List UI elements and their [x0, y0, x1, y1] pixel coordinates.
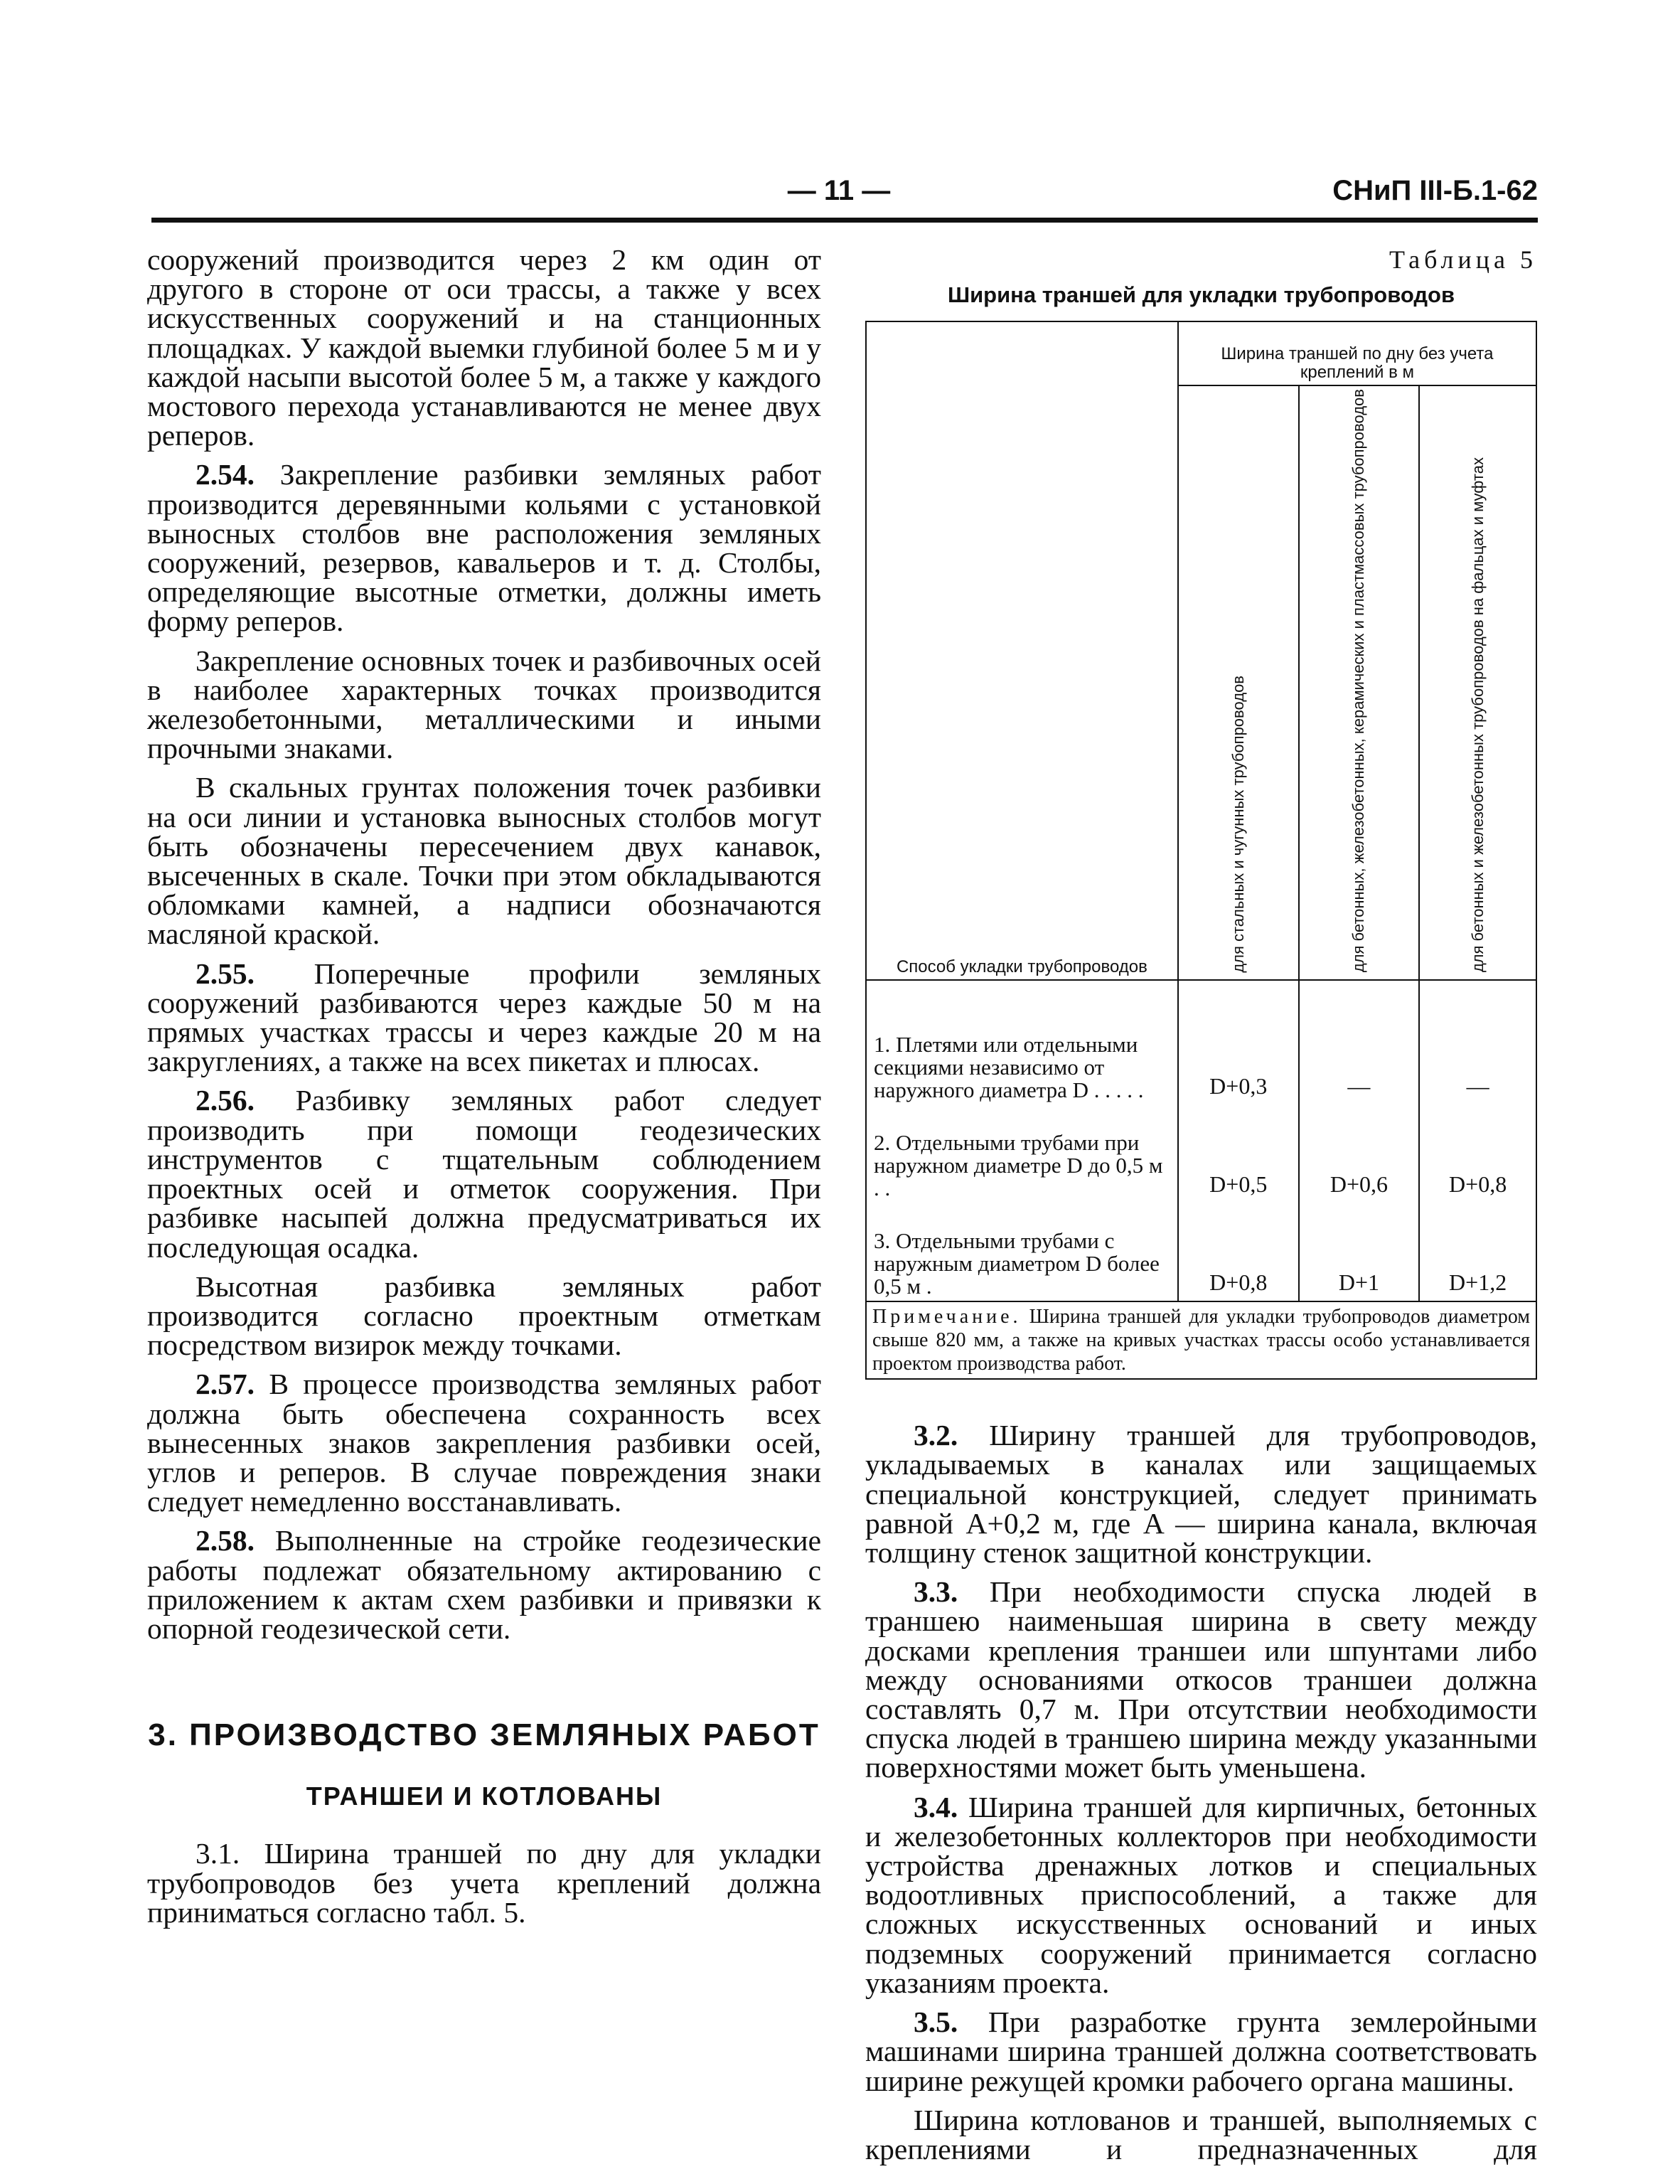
- document-code: СНиП III-Б.1-62: [1332, 175, 1538, 206]
- clause-number: 3.1.: [196, 1837, 240, 1870]
- clause-number: 2.54.: [196, 458, 255, 491]
- table-title: Ширина траншей для укладки трубопроводов: [947, 282, 1455, 307]
- note-text: Ширина траншей для укладки трубопроводов диаметром свыше 820 мм, а также на кривых участках трассы особо устанавливается проектом производства работ.: [872, 1306, 1531, 1375]
- table-row: [866, 980, 1536, 1104]
- paragraph-2-56: [147, 1086, 821, 1262]
- paragraph-3-3: [865, 1577, 1537, 1782]
- clause-number: 3.2.: [914, 1419, 958, 1452]
- clause-number: 2.57.: [196, 1368, 255, 1401]
- table-cell: —: [1419, 980, 1536, 1104]
- paragraph: Высотная разбивка земляных работ производится согласно проектным отметкам посредством визирок между точками.: [147, 1269, 821, 1362]
- column-header-method: Способ укладки трубопроводов: [866, 321, 1178, 980]
- column-header-text: для бетонных и железобетонных трубопроводов на фальцах и муфтах: [1468, 457, 1487, 973]
- table-label: Таблица 5: [1389, 245, 1537, 274]
- note-label: Примечание.: [872, 1306, 1022, 1328]
- table-cell-method: 3. Отдельными трубами с наружным диаметром D более 0,5 м .: [866, 1203, 1178, 1301]
- table-cell: D+0,6: [1299, 1104, 1420, 1203]
- paragraph: Закрепление основных точек и разбивочных осей в наиболее характерных точках производится железобетонными, металлическими и иными прочными знаками.: [147, 644, 821, 765]
- paragraph-text: Ширина траншей для кирпичных, бетонных и железобетонных коллекторов при необходимости устройства дренажных лотков и специальных водоотливных приспособлений, а также для сложных искусственных оснований и иных подземных сооружений принимается согласно указаниям проекта.: [865, 1790, 1538, 1999]
- section-title: 3. ПРОИЗВОДСТВО ЗЕМЛЯНЫХ РАБОТ: [148, 1717, 820, 1753]
- table-cell: —: [1299, 980, 1420, 1104]
- paragraph-text: Ширина траншей по дну для укладки трубопроводов без учета креплений должна приниматься согласно табл. 5.: [147, 1837, 822, 1929]
- paragraph-text: Закрепление разбивки земляных работ производится деревянными кольями с установкой выносных столбов вне расположения земляных сооружений, резервов, кавальеров и т. д. Столбы, определяющие высотные отметки, должны иметь форму реперов.: [147, 458, 821, 638]
- clause-number: 3.3.: [914, 1575, 958, 1609]
- column-header-concrete: [1299, 385, 1420, 980]
- table-row: [866, 1104, 1536, 1203]
- paragraph-2-58: [147, 1526, 821, 1644]
- column-header-text: для бетонных, железобетонных, керамических и пластмассовых трубопроводов: [1349, 389, 1368, 973]
- paragraph-text: При необходимости спуска людей в траншею наименьшая ширина в свету между досками крепления траншеи или шпунтами либо между основаниями откосов траншеи должна составлять 0,7 м. При отсутствии необходимости спуска людей в траншею ширина между указанными поверхностями может быть уменьшена.: [865, 1575, 1537, 1784]
- paragraph-text: Ширину траншей для трубопроводов, укладываемых в каналах или защищаемых специальной конструкцией, следует принимать равной A+0,2 м, где A — ширина канала, включая толщину стенок защитной конструкции.: [865, 1419, 1537, 1570]
- table-cell-method: 2. Отдельными трубами при наружном диаметре D до 0,5 м . .: [866, 1104, 1178, 1203]
- table-cell: D+0,8: [1419, 1104, 1536, 1203]
- paragraph-3-5: [865, 2005, 1537, 2097]
- clause-number: 2.58.: [196, 1524, 255, 1557]
- paragraph-text: Поперечные профили земляных сооружений разбиваются через каждые 50 м на прямых участках трассы и через каждые 20 м на закруглениях, а также на всех пикетах и плюсах.: [147, 957, 821, 1078]
- paragraph-2-54: [147, 460, 821, 636]
- paragraph-3-1: [147, 1839, 821, 1927]
- left-column: [147, 245, 821, 1937]
- header-rule: [151, 218, 1538, 223]
- paragraph-text: В процессе производства земляных работ должна быть обеспечена сохранность всех вынесенных знаков закрепления разбивки осей, углов и реперов. В случае повреждения знаки следует немедленно восстанавливать.: [147, 1368, 821, 1518]
- page-number: — 11 —: [787, 175, 891, 206]
- column-header-width: Ширина траншей по дну без учета креплений в м: [1178, 321, 1536, 385]
- table-5-block: [865, 245, 1537, 1380]
- clause-number: 2.55.: [196, 957, 255, 990]
- column-header-steel: [1178, 385, 1299, 980]
- paragraph-3-2: [865, 1419, 1537, 1570]
- paragraph-2-55: [147, 959, 821, 1077]
- paragraph-text: Выполненные на стройке геодезические работы подлежат обязательному актированию с приложением к актам схем разбивки и привязки к опорной геодезической сети.: [147, 1524, 822, 1645]
- table-cell: D+1: [1299, 1203, 1420, 1301]
- table-cell: D+0,8: [1178, 1203, 1299, 1301]
- paragraph: Ширина котлованов и траншей, выполняемых с креплениями и предназначенных для: [865, 2103, 1537, 2166]
- paragraph-2-57: [147, 1370, 821, 1516]
- table-cell: D+0,3: [1178, 980, 1299, 1104]
- table-cell: D+0,5: [1178, 1104, 1299, 1203]
- clause-number: 2.56.: [196, 1084, 255, 1117]
- table-note: [866, 1301, 1536, 1379]
- table-cell-method: 1. Плетями или отдельными секциями независимо от наружного диаметра D . . . . .: [866, 980, 1178, 1104]
- table-row: [866, 1203, 1536, 1301]
- clause-number: 3.5.: [914, 2005, 958, 2039]
- paragraph: сооружений производится через 2 км один от другого в стороне от оси трассы, а также у всех искусственных сооружений и на станционных площадках. У каждой выемки глубиной более 5 м и у каждой насыпи высотой более 5 м, а также у каждого мостового перехода устанавливаются не менее двух реперов.: [147, 243, 821, 452]
- column-header-reinforced: [1419, 385, 1536, 980]
- trench-width-table: [865, 321, 1537, 1380]
- paragraph-text: Разбивку земляных работ следует производить при помощи геодезических инструментов с тщательным соблюдением проектных осей и отметок сооружения. При разбивке насыпей должна предусматриваться их последующая осадка.: [147, 1084, 822, 1264]
- table-note-row: [866, 1301, 1536, 1379]
- paragraph-text: При разработке грунта землеройными машинами ширина траншей должна соответствовать ширине режущей кромки рабочего органа машины.: [865, 2005, 1537, 2097]
- paragraph-3-4: [865, 1790, 1538, 1999]
- right-column: [865, 245, 1537, 2174]
- paragraph: В скальных грунтах положения точек разбивки на оси линии и установка выносных столбов могут быть обозначены пересечением двух канавок, высеченных в скале. Точки при этом обкладываются обломками камней, а надписи обозначаются масляной краской.: [147, 771, 821, 951]
- clause-number: 3.4.: [914, 1790, 958, 1823]
- column-header-text: для стальных и чугунных трубопроводов: [1229, 675, 1247, 973]
- subsection-title: ТРАНШЕИ И КОТЛОВАНЫ: [306, 1781, 663, 1811]
- table-cell: D+1,2: [1419, 1203, 1536, 1301]
